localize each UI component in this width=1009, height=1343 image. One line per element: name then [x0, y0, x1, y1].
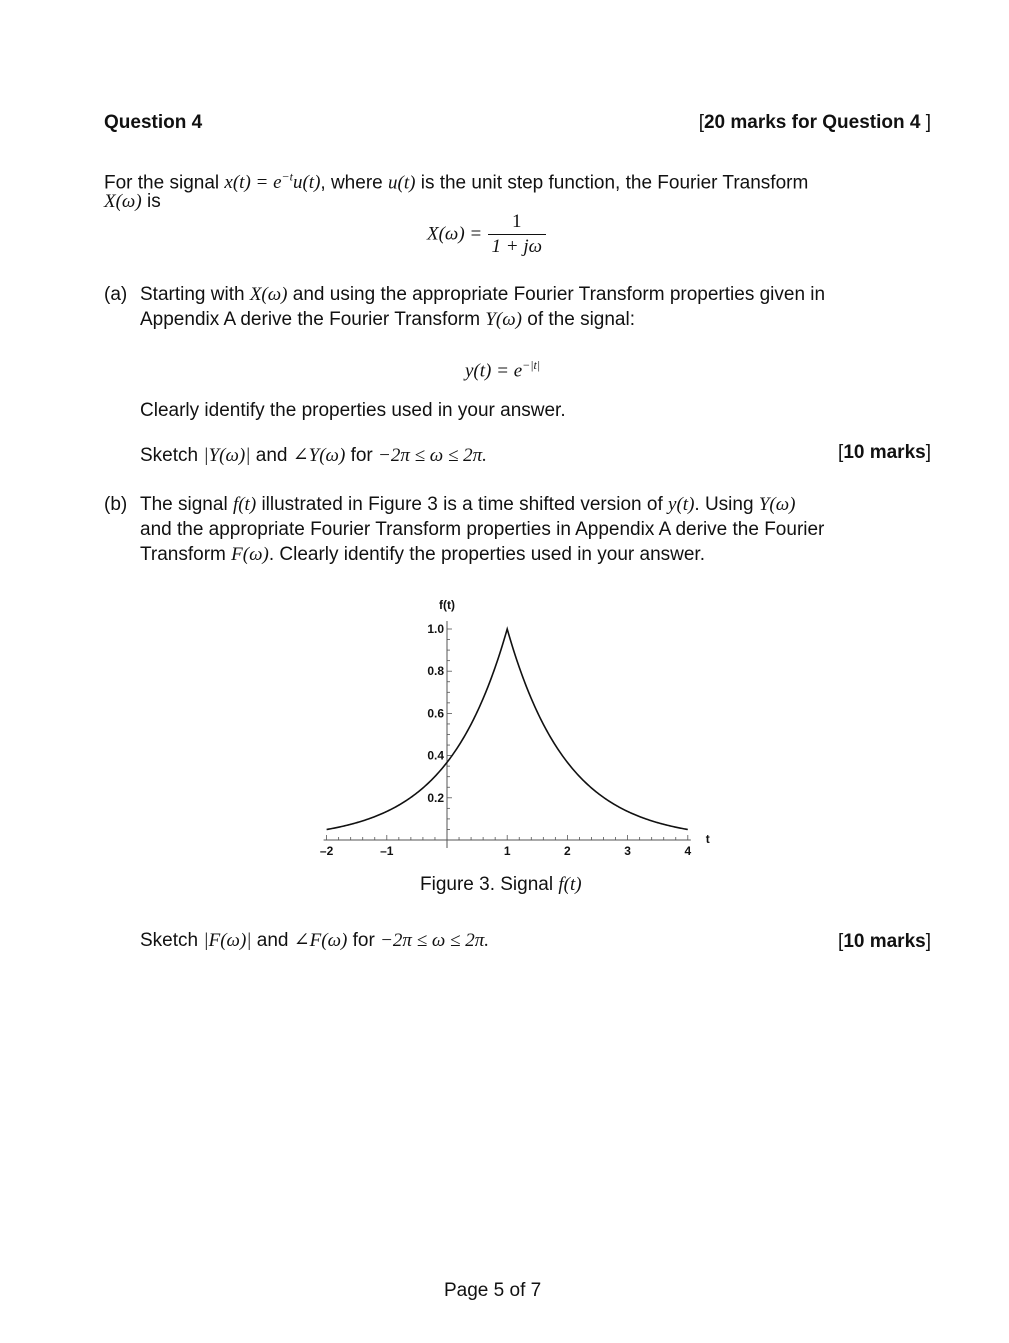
x-tick-label: 1	[503, 844, 511, 858]
part-b-line-2: and the appropriate Fourier Transform properties in Appendix A derive the Fourier	[140, 519, 825, 540]
part-a-line-1: Starting with X(ω) and using the appropriate Fourier Transform properties given in	[140, 284, 826, 305]
math-X: X(ω)	[104, 191, 142, 212]
x-tick-label: 2	[564, 844, 571, 858]
part-a-identify: Clearly identify the properties used in your answer.	[140, 400, 566, 421]
y-tick-label: 0.8	[427, 664, 444, 679]
page-number: Page 5 of 7	[444, 1280, 542, 1301]
part-b-label: (b)	[104, 494, 128, 515]
eq-lhs: X(ω) =	[427, 223, 483, 245]
intro-text: is	[141, 191, 161, 212]
figure-caption: Figure 3. Signal f(t)	[420, 874, 582, 895]
question-marks-text: 20 marks for Question 4	[703, 112, 921, 133]
x-tick-label: 3	[624, 844, 631, 858]
fraction-denominator: 1 + jω	[488, 234, 547, 259]
part-a-marks: [10 marks]	[838, 442, 931, 463]
y-tick-label: 0.4	[427, 748, 444, 763]
part-b-line-1: The signal f(t) illustrated in Figure 3 is a time shifted version of y(t). Using Y(ω)	[140, 494, 796, 515]
x-tick-label: –2	[319, 844, 334, 858]
part-a-sketch: Sketch |Y(ω)| and ∠Y(ω) for −2π ≤ ω ≤ 2π.	[140, 445, 487, 466]
part-a-label: (a)	[104, 284, 128, 305]
equation-y: $y(t) = e^{-|t|}$	[465, 358, 541, 382]
part-a-line-2: Appendix A derive the Fourier Transform Y(ω) of the signal:	[140, 309, 636, 330]
math-x-def: $x(t) = e^{-t}u(t)$	[224, 170, 321, 194]
marks-bracket-open: [	[698, 112, 704, 133]
x-tick-label: –1	[380, 844, 394, 858]
x-axis-label: t	[705, 832, 710, 846]
math-u: u(t)	[388, 172, 416, 194]
intro-text: For the signal	[104, 172, 225, 194]
fraction-numerator: 1	[512, 211, 522, 232]
intro-text: , where	[320, 172, 388, 194]
x-tick-label: 4	[684, 844, 692, 858]
y-tick-label: 0.6	[427, 706, 444, 721]
intro-text: is the unit step function, the Fourier Transform	[415, 172, 809, 194]
question-title: Question 4	[104, 112, 203, 133]
part-b-line-3: Transform F(ω). Clearly identify the properties used in your answer.	[140, 544, 705, 565]
y-axis-label: f(t)	[439, 598, 455, 612]
marks-bracket-close: ]	[920, 112, 931, 133]
part-b-sketch: Sketch |F(ω)| and ∠F(ω) for −2π ≤ ω ≤ 2π.	[140, 930, 489, 951]
series-line-f-t	[327, 629, 688, 829]
part-b-marks: [10 marks]	[838, 931, 931, 952]
y-tick-label: 0.2	[427, 790, 444, 805]
y-tick-label: 1.0	[427, 622, 444, 636]
